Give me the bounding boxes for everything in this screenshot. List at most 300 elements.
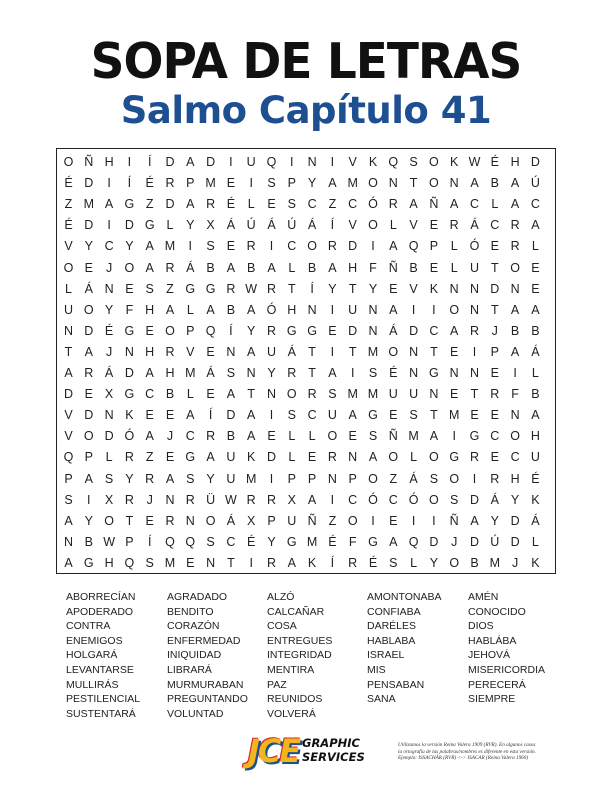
grid-letter[interactable]: Z [145,450,154,465]
grid-letter[interactable]: R [449,218,459,233]
grid-letter[interactable]: Í [208,408,213,423]
grid-letter[interactable]: Á [206,366,215,380]
grid-letter[interactable]: G [144,218,155,233]
grid-letter[interactable]: L [450,239,458,254]
grid-letter[interactable]: X [104,387,114,402]
grid-letter[interactable]: E [267,197,276,212]
grid-letter[interactable]: O [429,176,439,191]
grid-letter[interactable]: V [186,344,195,359]
grid-letter[interactable]: E [84,387,93,402]
grid-letter[interactable]: Q [266,155,277,169]
grid-letter[interactable]: I [249,176,253,191]
grid-letter[interactable]: R [165,260,175,275]
grid-letter[interactable]: X [206,218,215,233]
grid-letter[interactable]: H [145,302,155,317]
grid-letter[interactable]: N [307,302,317,317]
grid-letter[interactable]: N [63,534,74,549]
grid-letter[interactable]: O [63,260,74,275]
grid-letter[interactable]: O [63,155,74,169]
grid-letter[interactable]: O [104,513,114,528]
grid-letter[interactable]: I [249,555,253,570]
grid-letter[interactable]: U [63,302,74,317]
grid-letter[interactable]: N [246,366,256,380]
grid-letter[interactable]: E [429,218,439,233]
grid-letter[interactable]: I [127,155,132,169]
grid-letter[interactable]: E [145,323,154,338]
grid-letter[interactable]: L [410,555,418,570]
grid-letter[interactable]: U [348,302,358,317]
grid-letter[interactable]: M [205,176,216,191]
grid-letter[interactable]: Z [145,197,154,212]
grid-letter[interactable]: L [186,302,194,317]
grid-letter[interactable]: M [489,555,500,570]
grid-letter[interactable]: D [165,155,175,169]
grid-letter[interactable]: T [490,260,499,275]
grid-letter[interactable]: E [84,260,93,275]
grid-letter[interactable]: K [450,155,459,169]
grid-letter[interactable]: M [83,197,94,212]
grid-letter[interactable]: C [469,197,480,212]
grid-letter[interactable]: K [531,492,540,507]
grid-letter[interactable]: Á [307,218,317,233]
grid-letter[interactable]: I [269,408,274,423]
grid-letter[interactable]: L [186,387,194,402]
grid-letter[interactable]: G [368,408,378,423]
grid-letter[interactable]: A [307,492,317,507]
grid-letter[interactable]: L [531,366,539,380]
grid-letter[interactable]: L [450,260,458,275]
grid-letter[interactable]: M [347,387,358,402]
grid-letter[interactable]: G [185,450,196,465]
grid-letter[interactable]: C [104,239,114,254]
grid-letter[interactable]: N [226,344,236,359]
grid-letter[interactable]: A [145,429,154,444]
grid-letter[interactable]: K [125,408,134,423]
grid-letter[interactable]: Y [490,513,499,528]
grid-letter[interactable]: M [185,366,196,380]
grid-letter[interactable]: D [266,450,277,465]
grid-letter[interactable]: R [226,281,236,296]
grid-letter[interactable]: N [185,513,195,528]
grid-letter[interactable]: O [286,387,297,402]
grid-letter[interactable]: P [64,471,73,486]
grid-letter[interactable]: E [328,323,337,338]
grid-letter[interactable]: P [125,534,134,549]
grid-letter[interactable]: R [307,387,317,402]
grid-letter[interactable]: N [429,387,439,402]
grid-letter[interactable]: A [247,408,256,423]
grid-letter[interactable]: É [247,534,256,549]
grid-letter[interactable]: I [371,513,375,528]
grid-letter[interactable]: Y [267,534,276,549]
grid-letter[interactable]: D [63,387,74,402]
grid-letter[interactable]: H [104,155,114,169]
grid-letter[interactable]: O [347,513,358,528]
grid-letter[interactable]: I [87,492,91,507]
grid-letter[interactable]: O [510,429,520,444]
grid-letter[interactable]: Q [185,534,196,549]
grid-letter[interactable]: O [510,260,520,275]
grid-letter[interactable]: S [429,471,439,486]
grid-letter[interactable]: D [510,513,520,528]
grid-letter[interactable]: D [124,218,134,233]
grid-letter[interactable]: U [287,513,297,528]
grid-letter[interactable]: Q [165,534,175,549]
grid-letter[interactable]: U [469,260,480,275]
grid-letter[interactable]: R [469,450,480,465]
grid-letter[interactable]: B [307,260,317,275]
grid-letter[interactable]: B [409,260,418,275]
grid-letter[interactable]: R [206,429,216,444]
grid-letter[interactable]: R [510,218,520,233]
grid-letter[interactable]: L [308,429,316,444]
grid-letter[interactable]: T [308,366,316,380]
grid-letter[interactable]: B [470,555,479,570]
grid-letter[interactable]: A [145,366,154,380]
grid-letter[interactable]: G [124,323,135,338]
grid-letter[interactable]: J [511,555,519,570]
grid-letter[interactable]: I [229,155,233,169]
grid-letter[interactable]: J [166,429,174,444]
grid-letter[interactable]: Ñ [84,155,94,169]
grid-letter[interactable]: B [226,429,236,444]
grid-letter[interactable]: L [166,218,174,233]
grid-letter[interactable]: I [472,471,477,486]
grid-letter[interactable]: O [83,302,94,317]
grid-letter[interactable]: T [470,387,479,402]
grid-letter[interactable]: D [429,534,439,549]
grid-letter[interactable]: G [307,323,317,338]
grid-letter[interactable]: L [531,239,539,254]
grid-letter[interactable]: C [145,387,155,402]
grid-letter[interactable]: A [287,555,296,570]
grid-letter[interactable]: S [206,534,215,549]
grid-letter[interactable]: Z [64,197,73,212]
grid-letter[interactable]: Í [147,534,152,549]
grid-letter[interactable]: Á [490,492,499,507]
grid-letter[interactable]: T [430,408,438,423]
grid-letter[interactable]: E [531,260,540,275]
grid-letter[interactable]: A [328,260,337,275]
grid-letter[interactable]: A [226,260,236,275]
grid-letter[interactable]: Y [368,281,378,296]
grid-letter[interactable]: T [409,176,418,191]
grid-letter[interactable]: Ü [206,492,216,507]
grid-letter[interactable]: N [409,344,419,359]
grid-letter[interactable]: S [287,408,296,423]
grid-letter[interactable]: C [185,429,195,444]
grid-letter[interactable]: R [327,450,337,465]
grid-letter[interactable]: R [266,281,277,296]
grid-letter[interactable]: R [206,197,216,212]
grid-letter[interactable]: A [510,176,520,191]
grid-letter[interactable]: V [348,218,357,233]
grid-letter[interactable]: A [389,302,398,317]
grid-letter[interactable]: Ú [246,218,256,233]
grid-letter[interactable]: D [84,176,94,191]
grid-letter[interactable]: T [247,387,255,402]
grid-letter[interactable]: E [125,281,134,296]
grid-letter[interactable]: B [510,323,520,338]
grid-letter[interactable]: U [226,450,236,465]
grid-letter[interactable]: S [409,408,418,423]
grid-letter[interactable]: C [348,197,358,212]
grid-letter[interactable]: N [449,281,459,296]
grid-letter[interactable]: Q [408,534,419,549]
grid-letter[interactable]: H [530,429,540,444]
grid-letter[interactable]: E [206,344,215,359]
grid-letter[interactable]: A [328,176,337,191]
grid-letter[interactable]: O [429,155,439,169]
grid-letter[interactable]: G [368,534,378,549]
grid-letter[interactable]: Í [310,281,314,296]
grid-letter[interactable]: V [64,429,73,444]
grid-letter[interactable]: C [510,450,520,465]
grid-letter[interactable]: N [469,366,480,380]
grid-letter[interactable]: P [267,513,276,528]
grid-letter[interactable]: H [145,344,155,359]
grid-letter[interactable]: B [247,260,256,275]
grid-letter[interactable]: S [104,471,114,486]
grid-letter[interactable]: I [330,492,335,507]
grid-letter[interactable]: U [266,344,277,359]
grid-letter[interactable]: R [266,323,277,338]
grid-letter[interactable]: V [64,408,73,423]
grid-letter[interactable]: P [429,239,439,254]
grid-letter[interactable]: Í [127,176,132,191]
grid-letter[interactable]: M [448,408,460,423]
grid-letter[interactable]: S [368,366,378,380]
grid-letter[interactable]: É [490,155,499,169]
grid-letter[interactable]: R [388,197,398,212]
grid-letter[interactable]: K [429,281,439,296]
grid-letter[interactable]: R [165,176,175,191]
grid-letter[interactable]: D [104,429,114,444]
grid-letter[interactable]: Y [429,555,439,570]
grid-letter[interactable]: J [146,492,153,507]
grid-letter[interactable]: A [348,408,357,423]
grid-letter[interactable]: S [267,176,276,191]
grid-letter[interactable]: O [429,450,439,465]
grid-letter[interactable]: L [491,197,499,212]
grid-letter[interactable]: Ú [287,218,297,233]
grid-letter[interactable]: D [348,323,358,338]
grid-letter[interactable]: L [389,218,397,233]
grid-letter[interactable]: Á [531,513,540,528]
grid-letter[interactable]: R [327,239,337,254]
grid-letter[interactable]: R [348,555,358,570]
grid-letter[interactable]: Á [267,218,276,233]
grid-letter[interactable]: A [247,429,256,444]
grid-letter[interactable]: A [450,197,459,212]
grid-letter[interactable]: R [165,344,175,359]
grid-letter[interactable]: Ó [266,302,277,317]
grid-letter[interactable]: L [247,197,255,212]
grid-letter[interactable]: Y [328,281,337,296]
grid-letter[interactable]: E [389,281,398,296]
grid-letter[interactable]: J [451,534,458,549]
grid-letter[interactable]: P [307,471,317,486]
grid-letter[interactable]: I [290,155,294,169]
grid-letter[interactable]: N [449,366,459,380]
grid-letter[interactable]: Í [147,155,152,169]
grid-letter[interactable]: Ñ [388,429,398,444]
grid-letter[interactable]: M [408,429,419,444]
grid-letter[interactable]: S [186,471,195,486]
grid-letter[interactable]: O [327,429,338,444]
grid-letter[interactable]: H [510,471,520,486]
grid-letter[interactable]: T [348,344,357,359]
grid-letter[interactable]: C [307,197,317,212]
grid-letter[interactable]: A [64,366,73,380]
grid-letter[interactable]: R [266,492,277,507]
grid-letter[interactable]: É [104,323,114,338]
grid-letter[interactable]: I [432,302,436,317]
grid-letter[interactable]: R [246,239,256,254]
grid-letter[interactable]: L [410,450,418,465]
grid-letter[interactable]: A [206,450,215,465]
grid-letter[interactable]: Í [229,323,233,338]
grid-letter[interactable]: A [186,197,195,212]
grid-letter[interactable]: E [145,408,154,423]
grid-letter[interactable]: U [409,387,419,402]
grid-letter[interactable]: P [186,176,195,191]
grid-letter[interactable]: E [490,450,499,465]
grid-letter[interactable]: W [224,492,237,507]
grid-letter[interactable]: É [145,176,154,191]
grid-letter[interactable]: Ó [124,429,135,444]
grid-letter[interactable]: M [164,555,176,570]
grid-letter[interactable]: D [348,239,358,254]
grid-letter[interactable]: M [306,534,318,549]
grid-letter[interactable]: P [348,471,357,486]
grid-letter[interactable]: R [469,323,480,338]
grid-letter[interactable]: P [287,176,296,191]
grid-letter[interactable]: Ó [368,197,378,212]
grid-letter[interactable]: D [84,323,94,338]
grid-letter[interactable]: A [510,197,520,212]
grid-letter[interactable]: S [206,239,215,254]
grid-letter[interactable]: W [468,155,481,169]
grid-letter[interactable]: Ñ [388,260,398,275]
grid-letter[interactable]: Á [389,323,398,338]
grid-letter[interactable]: G [429,366,439,380]
grid-letter[interactable]: N [409,366,419,380]
grid-letter[interactable]: Y [307,176,317,191]
grid-letter[interactable]: D [469,534,480,549]
grid-letter[interactable]: É [64,218,73,233]
grid-letter[interactable]: V [409,218,418,233]
grid-letter[interactable]: O [368,218,378,233]
grid-letter[interactable]: K [307,555,317,570]
grid-letter[interactable]: K [531,555,540,570]
grid-letter[interactable]: E [307,450,317,465]
grid-letter[interactable]: Ñ [449,513,459,528]
grid-letter[interactable]: C [287,239,297,254]
grid-letter[interactable]: W [103,534,115,549]
grid-letter[interactable]: A [389,239,398,254]
grid-letter[interactable]: Í [330,218,335,233]
grid-letter[interactable]: Á [409,471,418,486]
grid-letter[interactable]: A [145,239,154,254]
grid-letter[interactable]: B [84,534,93,549]
grid-letter[interactable]: R [266,555,277,570]
grid-letter[interactable]: G [185,281,196,296]
grid-letter[interactable]: I [269,471,274,486]
grid-letter[interactable]: T [287,281,296,296]
grid-letter[interactable]: Ú [490,534,500,549]
grid-letter[interactable]: Ñ [307,513,317,528]
grid-letter[interactable]: N [449,176,459,191]
grid-letter[interactable]: Á [470,218,479,233]
grid-letter[interactable]: I [107,218,111,233]
grid-letter[interactable]: Ú [530,176,540,191]
grid-letter[interactable]: B [206,260,215,275]
grid-letter[interactable]: S [145,281,154,296]
grid-letter[interactable]: A [104,197,114,212]
grid-letter[interactable]: U [388,387,398,402]
grid-letter[interactable]: F [511,387,519,402]
grid-letter[interactable]: H [287,302,297,317]
grid-letter[interactable]: T [227,555,235,570]
grid-letter[interactable]: Q [388,155,399,169]
grid-letter[interactable]: W [245,281,258,296]
grid-letter[interactable]: N [368,323,378,338]
grid-letter[interactable]: G [124,197,135,212]
grid-letter[interactable]: S [145,555,154,570]
grid-letter[interactable]: B [165,387,175,402]
grid-letter[interactable]: O [429,492,439,507]
grid-letter[interactable]: J [491,323,498,338]
grid-letter[interactable]: E [165,408,175,423]
grid-letter[interactable]: X [104,492,114,507]
grid-letter[interactable]: I [269,239,274,254]
grid-letter[interactable]: G [286,534,297,549]
grid-letter[interactable]: N [327,471,337,486]
grid-letter[interactable]: Á [287,344,296,359]
grid-letter[interactable]: O [449,302,460,317]
grid-letter[interactable]: E [226,239,236,254]
grid-letter[interactable]: M [347,176,358,191]
grid-letter[interactable]: O [449,471,460,486]
grid-letter[interactable]: I [513,366,517,380]
grid-letter[interactable]: L [288,260,296,275]
grid-letter[interactable]: S [226,366,236,380]
grid-letter[interactable]: I [350,366,355,380]
grid-letter[interactable]: A [247,302,256,317]
grid-letter[interactable]: A [64,513,73,528]
grid-letter[interactable]: E [531,281,540,296]
grid-letter[interactable]: T [430,344,438,359]
grid-letter[interactable]: N [165,492,175,507]
grid-letter[interactable]: E [267,429,276,444]
grid-letter[interactable]: É [64,176,73,191]
grid-letter[interactable]: N [266,387,277,402]
grid-letter[interactable]: S [389,555,398,570]
grid-letter[interactable]: N [388,176,398,191]
grid-letter[interactable]: S [450,492,459,507]
grid-letter[interactable]: I [432,513,436,528]
grid-letter[interactable]: D [165,197,175,212]
grid-letter[interactable]: I [330,155,335,169]
grid-letter[interactable]: M [164,239,176,254]
grid-letter[interactable]: E [490,239,499,254]
grid-letter[interactable]: Y [206,471,215,486]
grid-letter[interactable]: E [165,450,175,465]
grid-letter[interactable]: C [348,492,358,507]
grid-letter[interactable]: I [188,239,193,254]
grid-letter[interactable]: I [472,344,477,359]
